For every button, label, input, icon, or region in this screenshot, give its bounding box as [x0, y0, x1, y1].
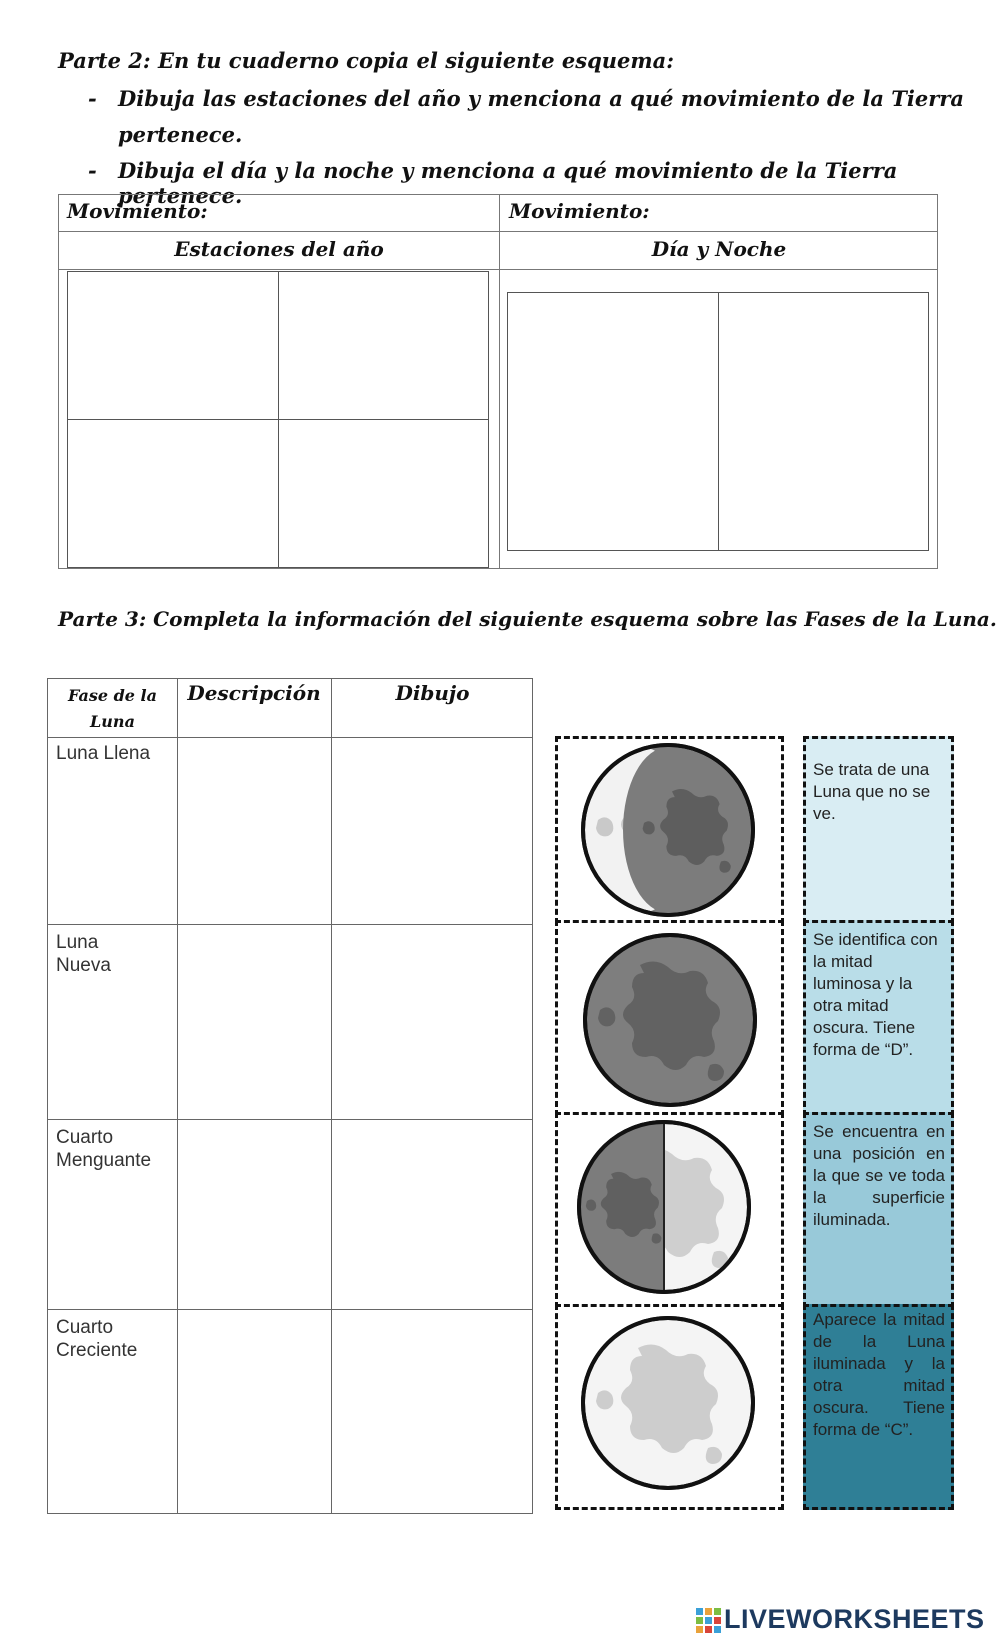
part2-bullet-1-line-1: Dibuja las estaciones del año y menciona a qué movimiento de la Tierra [118, 86, 964, 111]
table-divider [59, 269, 937, 270]
last-quarter-moon-icon [558, 1115, 781, 1305]
new-moon-icon [558, 923, 781, 1113]
description-card-1[interactable]: Se trata de una Luna que no se ve. [803, 736, 954, 924]
grid-divider [68, 419, 488, 420]
header-line: Luna [90, 712, 135, 731]
phase-luna-llena [56, 742, 150, 765]
part2-bullet-1 [88, 86, 964, 111]
table-divider [48, 1309, 532, 1310]
right-movement-label: Movimiento: [509, 199, 650, 223]
phase-luna-nueva [56, 931, 111, 977]
moon-card-4[interactable] [555, 1304, 784, 1510]
bullet-dash: - [88, 86, 97, 111]
part2-title: Parte 2: En tu cuaderno copia el siguiente esquema: [58, 48, 674, 73]
liveworksheets-logo-icon [696, 1608, 722, 1634]
phase-label: Creciente [56, 1340, 138, 1361]
table-divider [331, 679, 332, 1513]
phase-label: Luna [56, 932, 99, 953]
drawing-drop-zone[interactable] [333, 739, 532, 923]
drawing-drop-zone[interactable] [333, 926, 532, 1118]
description-card-4[interactable]: Aparece la mitad de la Luna iluminada y la otra mitad oscura. Tiene forma de “C”. [803, 1304, 954, 1510]
moon-card-2[interactable] [555, 920, 784, 1116]
header-line: Fase de la [68, 686, 157, 705]
table-divider [59, 231, 937, 232]
moon-card-3[interactable] [555, 1112, 784, 1308]
moon-phases-table [47, 678, 533, 1514]
part2-bullet-1-line-2: pertenece. [118, 122, 243, 147]
day-night-drawing-grid[interactable] [507, 292, 929, 551]
phase-cuarto-menguante [56, 1126, 151, 1172]
phase-label: Nueva [56, 955, 111, 976]
part2-table [58, 194, 938, 569]
left-movement-label: Movimiento: [67, 199, 208, 223]
moon-card-1[interactable] [555, 736, 784, 924]
phase-label: Menguante [56, 1150, 152, 1171]
seasons-header: Estaciones del año [174, 237, 384, 261]
phase-cuarto-creciente [56, 1316, 137, 1362]
table-divider [177, 679, 178, 1513]
table-divider [48, 737, 532, 738]
drawing-drop-zone[interactable] [333, 1121, 532, 1308]
description-card-3[interactable]: Se encuentra en una posición en la que se ve toda la superficie iluminada. [803, 1112, 954, 1308]
table-divider [48, 924, 532, 925]
description-drop-zone[interactable] [179, 1121, 329, 1308]
description-drop-zone[interactable] [179, 1311, 329, 1513]
phase-label: Cuarto [56, 1317, 114, 1338]
seasons-drawing-grid[interactable] [67, 271, 489, 568]
description-drop-zone[interactable] [179, 739, 329, 923]
liveworksheets-logo-text: LIVEWORKSHEETS [724, 1604, 985, 1634]
table-divider [48, 1119, 532, 1120]
description-column-header: Descripción [187, 681, 321, 705]
part3-title: Parte 3: Completa la información del siguiente esquema sobre las Fases de la Luna. [58, 607, 997, 631]
description-drop-zone[interactable] [179, 926, 329, 1118]
bullet-dash: - [88, 158, 97, 183]
full-moon-icon [558, 1307, 781, 1507]
day-night-header: Día y Noche [651, 237, 787, 261]
phase-column-header [48, 683, 177, 735]
waning-crescent-moon-icon [558, 739, 781, 921]
drawing-drop-zone[interactable] [333, 1311, 532, 1513]
part2-bullet-2-text: Dibuja el día y la noche y menciona a qué movimiento de la Tierra pertenece. [118, 158, 898, 208]
phase-label: Luna Llena [56, 743, 151, 764]
drawing-column-header: Dibujo [395, 681, 470, 705]
phase-label: Cuarto [56, 1127, 114, 1148]
grid-divider [718, 293, 719, 550]
liveworksheets-logo [696, 1604, 996, 1636]
description-card-2[interactable]: Se identifica con la mitad luminosa y la otra mitad oscura. Tiene forma de “D”. [803, 920, 954, 1116]
